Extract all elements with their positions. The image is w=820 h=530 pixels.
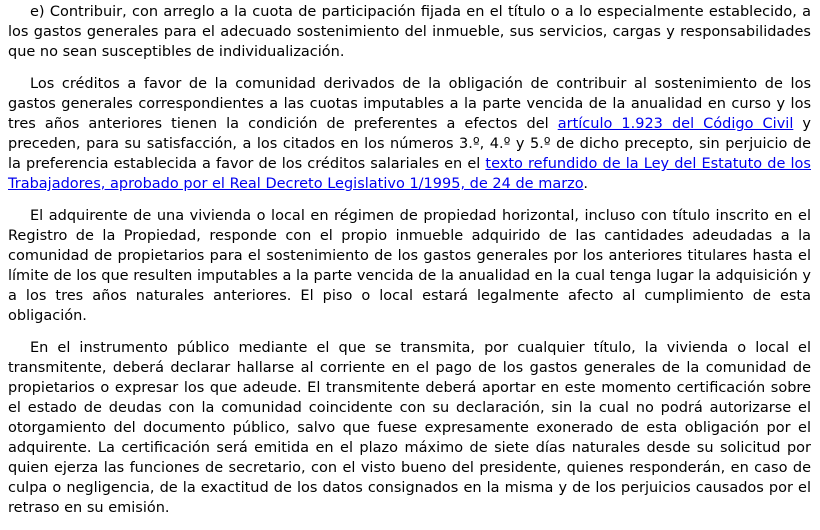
document-body: [8, 2, 811, 530]
paragraph-contribution-duty: [8, 2, 811, 62]
paragraph-acquirer-liability: [8, 206, 811, 326]
paragraph-text: Los créditos a favor de la comunidad derivados de la obligación de contribuir al sostenimiento de los gastos generales correspondientes a las cuotas imputables a la parte vencida de la anualidad en curso y los tres años anteriores tienen la condición de preferentes a efectos del: [8, 76, 811, 132]
link-codigo-civil-article[interactable]: artículo 1.923 del Código Civil: [557, 116, 794, 132]
paragraph-preferential-credits: [8, 74, 811, 194]
paragraph-text: e) Contribuir, con arreglo a la cuota de participación fijada en el título o a lo especialmente establecido, a los gastos generales para el adecuado sostenimiento del inmueble, sus servicios, cargas y responsabilidades que no sean susceptibles de individualización.: [8, 4, 811, 60]
link-estatuto-trabajadores[interactable]: texto refundido de la Ley del Estatuto de los Trabajadores, aprobado por el Real Decreto Legislativo 1/1995, de 24 de marzo: [8, 156, 811, 192]
paragraph-text: El adquirente de una vivienda o local en régimen de propiedad horizontal, incluso con título inscrito en el Registro de la Propiedad, responde con el propio inmueble adquirido de las cantidades adeudadas a la comunidad de propietarios para el sostenimiento de los gastos generales por los anteriores titulares hasta el límite de los que resulten imputables a la parte vencida de la anualidad en la cual tenga lugar la adquisición y a los tres años naturales anteriores. El piso o local estará legalmente afecto al cumplimiento de esta obligación.: [8, 208, 811, 324]
paragraph-text: y preceden, para su satisfacción, a los citados en los números 3.º, 4.º y 5.º de dicho precepto, sin perjuicio de la preferencia establecida a favor de los créditos salariales en el: [8, 116, 811, 172]
paragraph-text: En el instrumento público mediante el que se transmita, por cualquier título, la vivienda o local el transmitente, deberá declarar hallarse al corriente en el pago de los gastos generales de la comunidad de propietarios o expresar los que adeude. El transmitente deberá aportar en este momento certificación sobre el estado de deudas con la comunidad coincidente con su declaración, sin la cual no podrá autorizarse el otorgamiento del documento público, salvo que fuese expresamente exonerado de esta obligación por el adquirente. La certificación será emitida en el plazo máximo de siete días naturales desde su solicitud por quien ejerza las funciones de secretario, con el visto bueno del presidente, quienes responderán, en caso de culpa o negligencia, de la exactitud de los datos consignados en la misma y de los perjuicios causados por el retraso en su emisión.: [8, 340, 811, 516]
paragraph-text: .: [583, 176, 589, 192]
paragraph-public-instrument: [8, 338, 811, 518]
